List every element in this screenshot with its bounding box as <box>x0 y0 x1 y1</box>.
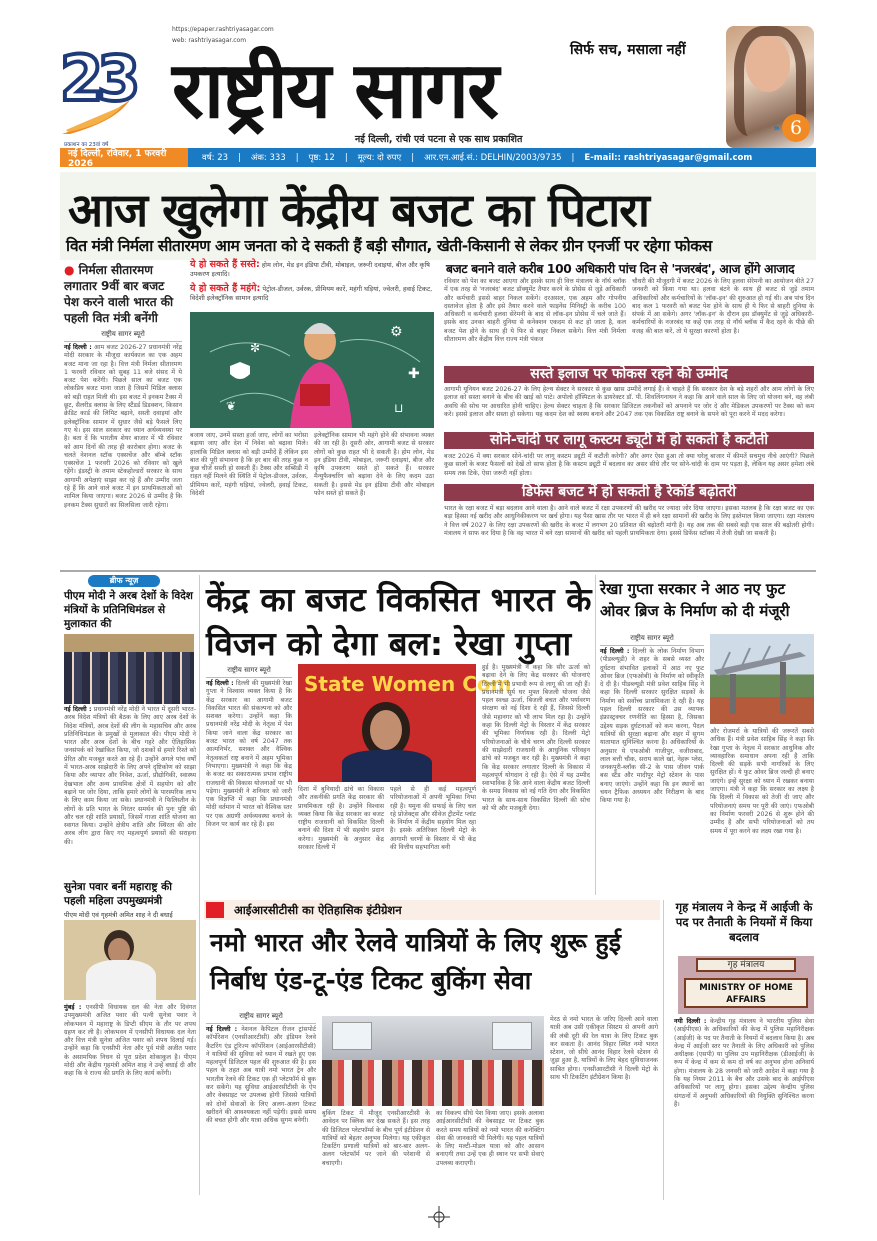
anniversary-number: 23 <box>60 42 135 115</box>
brief2-body-text: एनसीपी विधायक दल की नेता और दिवंगत उपमुख्यमंत्री अजित पवार की पत्नी सुनेत्रा पवार ने लोकभवन में महाराष्ट्र के डिप्टी सीएम के तौर पर शपथ ग्रहण कर ली है। लोकभवन में एनसीपी विधायक दल नेता और वित्त मंत्री सुनेत्रा अजित पवार को शपथ दिलाई गई। उन्होंने कहा कि एनसीपी नेता और पूर्व मंत्री अजीत पवार के असामयिक निधन से पूरा प्रदेश शोकाकुल है। पीएम मोदी और केंद्रीय गृहमंत्री अमित शाह ने उन्हें बधाई दी और कहा कि वे राज्य की प्रगति के लिए कार्य करेंगी। <box>64 1004 196 1078</box>
lead-body <box>64 344 182 568</box>
sign-english: MINISTRY OF HOME AFFAIRS <box>684 978 808 1008</box>
promo-photo[interactable] <box>726 26 814 148</box>
band-health: सस्ते इलाज पर फोकस रहने की उम्मीद <box>444 366 814 383</box>
illustration-svg <box>190 312 434 428</box>
mha-photo <box>678 956 814 1014</box>
bullet-icon: ● <box>64 263 75 277</box>
band-gold: सोने-चांदी पर लागू कस्टम ड्यूटी में हो सकती है कटौती <box>444 432 814 449</box>
budget-briefcase-icon <box>300 384 330 406</box>
irctc-headline: नमो भारत और रेलवे यात्रियों के लिए शुरू हुई निर्बाध एंड-टू-एंड टिकट बुकिंग सेवा <box>210 928 621 995</box>
train-photo <box>322 1016 544 1106</box>
flame-icon <box>60 100 140 136</box>
meta-email[interactable]: E-mail:: rashtriyasagar@gmail.com <box>584 152 753 163</box>
train-window <box>332 1022 372 1050</box>
rekha-headline: केंद्र का बजट विकसित भारत के विजन को देगा बल: रेखा गुप्ता <box>206 580 592 663</box>
costlier-list <box>190 284 434 303</box>
irctc-kicker: आईआरसीटीसी का ऐतिहासिक इंटीग्रेशन <box>234 903 402 917</box>
brief-body-text: प्रधानमंत्री नरेंद्र मोदी ने भारत में दूसरी भारत-अरब विदेश मंत्रियों की बैठक के लिए आए अरब देशों के विदेश मंत्रियों, अरब देशों की लीग के महासचिव और अरब प्रतिनिधिमंडल के प्रमुखों से मुलाकात की। पीएम मोदी ने भारत और अरब देशों के बीच गहरे और ऐतिहासिक जनसंपर्क को रेखांकित किया, जो दशकों से हमारे रिश्ते को प्रेरित और मजबूत करते आ रहे हैं। उन्होंने अगले पांच वर्षों में भारत-अरब साझेदारी के लिए अपने दृष्टिकोण को साझा किया और व्यापार और निवेश, ऊर्जा, प्रौद्योगिकी, स्वास्थ्य देखभाल और अन्य प्राथमिक क्षेत्रों में सहयोग को और बढ़ाने पर जोर दिया, ताकि हमारे लोगों के पारस्परिक लाभ के लिए काम किया जा सके। प्रधानमंत्री ने फिलिस्तीन के लोगों के प्रति भारत के निरंतर समर्थन की पुनः पुष्टि की और चल रही शांति प्रयासों, जिसमें गाजा शांति योजना का स्वागत किया। उन्होंने क्षेत्रीय शांति और स्थिरता की ओर अरब लीग द्वारा किए गए महत्वपूर्ण प्रयासों की सराहना की। <box>64 706 196 846</box>
costlier-items: पेट्रोल-डीजल, उर्वरक, प्रीमियम कारें, महंगी घड़ियां, ज्वेलरी, हवाई टिकट, विदेशी इलेक्ट्रॉनिक सामान इत्यादि <box>190 285 433 302</box>
brief2-body <box>64 1004 196 1200</box>
shield-icon <box>230 362 250 379</box>
web-url[interactable]: web: rashtriyasagar.com <box>172 37 247 44</box>
brief-news-label: ब्रीफ न्यूज़ <box>88 575 160 587</box>
lead-col2: बजाय जाए, उनमें सस्ता हर्जा जाए, लोगों का भरोसा बढ़ाया जाए और देश में निवेश को बढ़ावा मिले। हालांकि मिडिल क्लास को बड़ी उम्मीदें हैं लेकिन इस बात की पूरी संभावना है कि हर बार की तरह कुछ न कुछ चीजें सस्ती हो सकती हैं। टैक्स और सब्सिडी में राहत नहीं मिलने की स्थिति में पेट्रोल-डीजल, उर्वरक, प्रीमियम कारें, महंगी घड़ियां, ज्वेलरी, हवाई टिकट, विदेशी <box>190 432 308 498</box>
meta-rni: आर.एन.आई.सं.: DELHIN/2003/9735 <box>424 153 562 163</box>
brief2-dateline: मुंबई : <box>64 1004 82 1011</box>
registration-mark-icon <box>428 1206 450 1228</box>
band-gold-body: बजट 2026 में क्या सरकार सोने-चांदी पर लागू कस्टम ड्यूटी में कटौती करेगी? और अगर ऐसा हुआ तो क्या घरेलू बाजार में कीमतें सचमुच नीचे आएंगी? पिछले कुछ सालों के बजट फैसलों को देखें तो साफ होता है कि कस्टम ड्यूटी में बदलाव का असर सीधे तौर पर सोने-चांदी के दाम पर पड़ता है, लेकिन यह असर हमेशा लंबे समय तक टिके, ऐसा जरूरी नहीं होता। <box>444 453 814 477</box>
fob-col1 <box>600 648 704 892</box>
fob-headline: रेखा गुप्ता सरकार ने आठ नए फुट ओवर ब्रिज के निर्माण को दी मंजूरी <box>600 580 790 620</box>
brief2-headline: सुनेत्रा पवार बनीं महाराष्ट्र की पहली महिला उपमुख्यमंत्री <box>64 881 172 907</box>
lead-col3: इलेक्ट्रॉनिक सामान भी महंगे होने की संभावना व्यक्त की जा रही है। दूसरी ओर, आगामी बजट से सरकार लोगों को कुछ राहत भी दे सकती है। होम लोन, मेड इन इंडिया टीवी, मोबाइल, जरूरी दवाइयां, बीज और कृषि उपकरण सस्ते हो सकते हैं। सरकार मैन्युफैक्चरिंग को बढ़ावा देने के लिए कदम उठा सकती है। इससे मेड इन इंडिया टीवी और मोबाइल फोन सस्ते हो सकते हैं। <box>314 432 434 498</box>
passengers <box>322 1060 544 1106</box>
footbridge-icon <box>710 634 814 724</box>
column-rule <box>595 575 596 895</box>
gear-icon: ⚙ <box>390 324 403 340</box>
newspaper-title: राष्ट्रीय सागर <box>172 45 497 136</box>
rekha-dateline: नई दिल्ली : <box>206 680 234 687</box>
brief2-kicker: पीएम मोदी एवं गृहमंत्री अमित शाह ने दी बधाई <box>64 911 173 919</box>
plant-icon: ❦ <box>226 399 237 413</box>
brief-headline: पीएम मोदी ने अरब देशों के विदेश मंत्रियों के प्रतिनिधिमंडल से मुलाकात की <box>64 590 193 630</box>
group-photo <box>64 652 194 704</box>
meta-price: मूल्य: दो रुपए <box>357 153 402 163</box>
mha-body-text: केन्द्रीय गृह मंत्रालय ने भारतीय पुलिस सेवा (आईपीएस) के अधिकारियों की केन्द्र में पुलिस महानिरीक्षक (आईजी) के पद पर तैनाती के नियमों में बदलाव किया है। अब केन्द्र में आईजी स्तर पर तैनाती के लिए अधिकारी को पुलिस अधीक्षक (एसपी) या पुलिस उप महानिरीक्षक (डीआईजी) के रूप में केन्द्र में कम से कम दो वर्ष का अनुभव होना अनिवार्य होगा। मंत्रालय के 28 जनवरी को जारी आदेश में कहा गया है कि यह नियम 2011 के बैच और उसके बाद के आईपीएस अधिकारियों पर लागू होगा। इसका उद्देश्य केन्द्रीय पुलिस संगठनों में अनुभवी अधिकारियों की नियुक्ति सुनिश्चित करना है। <box>674 1018 814 1108</box>
band-defence: डिफेंस बजट में हो सकती है रेकॉर्ड बढ़ोतरी <box>444 484 814 501</box>
meta-bar: वर्ष: 23 | अंक: 333 | पृष्ठ: 12 | मूल्य: दो रुपए | आर.एन.आई.सं.: DELHIN/2003/9735 | E-mail:: rashtriyasagar@gmail.com <box>188 148 816 167</box>
photo-outfit <box>342 750 432 782</box>
fob-col2: और रोजमर्रा के यात्रियों की जरूरतें सबसे अधिक हैं। मंत्री प्रवेश साहिब सिंह ने कहा कि रेखा गुप्ता के नेतृत्व में सरकार आधुनिक और व्यावहारिक समाधान अपना रही है ताकि दिल्ली की सड़कें सभी नागरिकों के लिए सुरक्षित हों। ये फुट ओवर ब्रिज जल्दी ही बनाए जाएंगे। इन्हें सुरक्षा को ध्यान में रखकर बनाया जाएगा। मंत्री ने कहा कि सरकार का लक्ष्य है कि दिल्ली में विकास को तेजी दी जाए और परियोजनाएं समय पर पूरी की जाएं। एफओबी का निर्माण फरवरी 2026 से शुरू होने की उम्मीद है और सभी परियोजनाओं को तय समय में पूरा करने का लक्ष्य रखा गया है। <box>710 728 814 835</box>
mha-body <box>674 1018 814 1200</box>
wheat-icon: ✼ <box>250 341 261 355</box>
rekha-col1 <box>206 680 292 892</box>
date-bar: नई दिल्ली, रविवार, 1 फरवरी 2026 <box>60 148 188 167</box>
irctc-col1 <box>206 1026 316 1200</box>
red-square-icon <box>206 902 224 918</box>
band-health-body: आगामी यूनियन बजट 2026-27 के लिए हेल्थ सेक्टर ने सरकार से कुछ खास उम्मीदें लगाई हैं। वे चाहते हैं कि सरकार देश के बड़े शहरों और आम लोगों के लिए इलाज को सस्ता बनाने के बीच की खाई को पाटे। अपोलो हॉस्पिटल के डायरेक्टर डॉ. पी. शिवलिंगनाथन ने कहा कि आने वाले साल के लिए जो योजना बने, वह लंबी अवधि की सोच पर आधारित होनी चाहिए। हेल्थ सेक्टर चाहता है कि सरकार डिजिटल तकनीकों को अपनाने पर जोर दे और मेडिकल उपकरणों पर टैक्स को कम करे। इससे इलाज और सस्ता हो सकेगा। यह कदम देश को स्वस्थ बनाने और 2047 तक एक विकसित राष्ट्र बनाने के सपने को पूरा करने में मदद करेगा। <box>444 386 814 418</box>
irctc-col3: का विकल्प सीधे पेश किया जाए। इसके अलावा आईआरसीटीसी की वेबसाइट पर टिकट बुक करते समय यात्रियों को नमो भारत की कनेक्टिंग सेवा की जानकारी भी मिलेगी। यह पहल यात्रियों के लिए मल्टी-मोडल यात्रा को और आसान बनाएगी तथा उन्हें एक ही स्थान पर सभी सेवाएं उपलब्ध कराएगी। <box>436 1110 544 1167</box>
brief2-photo <box>64 920 196 1000</box>
photo-shawl <box>86 960 156 1000</box>
column-rule <box>663 900 664 1200</box>
lead-highlight-text: निर्मला सीतारमण लगातार 9वीं बार बजट पेश करने वाली भारत की पहली वित मंत्री बनेंगी <box>64 263 174 325</box>
rekha-col4: हुई है। मुख्यमंत्री ने कहा कि सौर ऊर्जा को बढ़ावा देने के लिए केंद्र सरकार की योजनाएं दिल्ली में भी प्रभावी रूप से लागू की जा रही हैं। प्रधानमंत्री सूर्य घर मुफ्त बिजली योजना जैसे पहल स्वच्छ ऊर्जा, बिजली बचत और पर्यावरण संरक्षण को नई दिशा दे रही हैं, जिससे दिल्ली जैसे महानगर को भी लाभ मिल रहा है। उन्होंने कहा कि दिल्ली मेट्रो के विस्तार में केंद्र सरकार की भूमिका निर्णायक रही है। दिल्ली मेट्रो परियोजनाओं के चौथे चरण और दिल्ली सरकार की साझेदारी राजधानी के आधुनिक परिवहन ढांचे को मजबूत कर रही है। मुख्यमंत्री ने कहा कि केंद्र सरकार लगातार दिल्ली के विकास में महत्वपूर्ण योगदान दे रही है। ऐसे में यह उम्मीद स्वाभाविक है कि आने वाला केंद्रीय बजट दिल्ली के समग्र विकास को नई गति देगा और विकसित भारत के साथ-साथ विकसित दिल्ली की सोच को भी और मजबूती देगा। <box>482 664 590 813</box>
lead-body-text: आम बजट 2026-27 प्रधानमंत्री नरेंद्र मोदी सरकार के मौजूदा कार्यकाल का एक अहम बजट माना जा रहा है। वित्त मंत्री निर्मला सीतारमण 1 फरवरी रविवार को सुबह 11 बजे संसद में ये बजट पेश करेंगी। पिछले साल का बजट एक लोकप्रिय बजट माना जाता है जिसमें मिडिल क्लास को बड़ी राहत मिली थी। इस बजट में इनकम टैक्स में छूट, सैलरीड क्लास के लिए स्टैंडर्ड डिडक्शन, किसान क्रेडिट कार्ड की लिमिट बढ़ाने, सस्ती दवाइयां और इलेक्ट्रॉनिक सामान में सुधार जैसे बड़े फैसले लिए गए थे। इस साल सरकार का ध्यान अर्थव्यवस्था पर है। बता दें कि भारतीय शेयर बाजार में भी रविवार को आम दिनों की तरह ही कारोबार होगा। बजट के चलते नेशनल स्टॉक एक्सचेंज और बॉम्बे स्टॉक एक्सचेंज 1 फरवरी 2026 को रविवार को खुले रहेंगे। इंडस्ट्री के तमाम स्टेकहोल्डरों सरकार के साथ आगामी अपेक्षाएं साझा कर रहे हैं और उम्मीद जता रहे हैं कि आने वाले बजट में इन प्राथमिकताओं को शामिल किया जाएगा। बजट 2026 से उम्मीद है कि इनकम टैक्स सुधारों का सिलसिला जारी रहेगा। <box>64 344 182 509</box>
rekha-col3: पहले से ही कई महत्वपूर्ण परियोजनाओं में अपनी भूमिका निभा रही है। यमुना की सफाई के लिए चल रहे प्रोजेक्ट्स और सीवेज ट्रीटमेंट प्लांट के निर्माण में केंद्रीय सहयोग मिल रहा है। इसके अतिरिक्त दिल्ली मेट्रो के आगामी चरणों के विस्तार में भी केंद्र की वित्तीय सहभागिता बनी <box>390 786 476 852</box>
lead-highlight <box>64 262 182 326</box>
cheaper-list <box>190 260 434 279</box>
rekha-col2: दिशा में बुनियादी ढांचे का विकास और तकनीकी प्रगति केंद्र सरकार की प्राथमिकता रही है। उन्होंने विश्वास व्यक्त किया कि केंद्र सरकार का बजट राष्ट्रीय राजधानी को विकसित दिल्ली बनाने की दिशा में भी सहयोग प्रदान करेगा। मुख्यमंत्री के अनुसार केंद्र सरकार दिल्ली में <box>298 786 384 852</box>
irctc-col4: मेरठ से नमो भारत के जरिए दिल्ली आने वाला यात्री अब उसी एकीकृत सिस्टम से अपनी आगे की लंबी दूरी की रेल यात्रा के लिए टिकट बुक कर सकता है। आनंद विहार स्थित नमो भारत स्टेशन, जो सीधे आनंद विहार रेलवे स्टेशन से जुड़ा हुआ है, यात्रियों के लिए बेहद सुविधाजनक साबित होगा। एनसीआरटीसी ने दिल्ली मेट्रो के साथ भी टिकटिंग इंटीग्रेशन किया है। <box>550 1016 658 1082</box>
cheaper-items: होम लोन, मेड इन इंडिया टीवी, मोबाइल, जरूरी दवाइयां, बीज और कृषि उपकरण इत्यादि। <box>190 261 430 278</box>
lead-subhead: वित मंत्री निर्मला सीतारमण आम जनता को दे सकती हैं बड़ी सौगात, खेती-किसानी से लेकर ग्रीन एनर्जी पर रहेगा फोकस <box>66 237 712 255</box>
section-divider <box>60 570 816 572</box>
rekha-byline: राष्ट्रीय सागर ब्यूरो <box>206 666 292 678</box>
budget-illustration <box>190 312 434 428</box>
train-window <box>492 1022 532 1050</box>
brief-body <box>64 706 196 874</box>
lead-headline: आज खुलेगा केंद्रीय बजट का पिटारा <box>68 183 649 237</box>
irctc-kicker-bar <box>204 900 660 920</box>
mha-headline: गृह मंत्रालय ने केन्द्र में आईजी के पद पर तैनाती के नियमों में किया बदलाव <box>675 900 813 944</box>
irctc-col2: बुकिंग टिकट में मौजूद एनसीआरटीसी के आवेदन पर क्लिक कर देख सकते हैं। इस तरह की डिजिटल प्लेटफॉर्म्स के बीच पूर्ण इंटीग्रेशन से यात्रियों को बेहतर अनुभव मिलेगा। यह एकीकृत टिकटिंग प्रणाली यात्रियों को बार-बार अलग-अलग प्लेटफॉर्म पर जाने की परेशानी से बचाएगी। <box>322 1110 430 1167</box>
fob-photo <box>710 634 814 724</box>
anniversary-logo <box>60 42 170 148</box>
editions-line: नई दिल्ली, रांची एवं पटना से एक साथ प्रकाशित <box>355 134 523 145</box>
side-headline: बजट बनाने वाले करीब 100 अधिकारी पांच दिन से 'नजरबंद', आज होंगे आजाद <box>446 262 795 276</box>
epaper-url[interactable]: https://epaper.rashtriyasagar.com <box>172 26 274 33</box>
rekha-photo <box>298 664 512 782</box>
brief-dateline: नई दिल्ली : <box>64 706 92 713</box>
promo-page-number: 6 <box>782 114 810 142</box>
irctc-byline: राष्ट्रीय सागर ब्यूरो <box>206 1012 316 1024</box>
rekha-col1-text: दिल्ली की मुख्यमंत्री रेखा गुप्ता ने विश्वास व्यक्त किया है कि केंद्र सरकार का आगामी बजट विकसित भारत की संकल्पना को और सशक्त करेगा। उन्होंने कहा कि प्रधानमंत्री नरेंद्र मोदी के नेतृत्व में पेश किया जाने वाला केंद्र सरकार का बजट भारत को वर्ष 2047 तक आत्मनिर्भर, सशक्त और वैश्विक नेतृत्वकर्ता राष्ट्र बनाने में अहम भूमिका निभाएगा। मुख्यमंत्री ने कहा कि केंद्र के बजट का सकारात्मक प्रभाव राष्ट्रीय राजधानी की विकास योजनाओं पर भी पड़ेगा। मुख्यमंत्री ने शनिवार को जारी एक विज्ञप्ति में कहा कि प्रधानमंत्री मोदी वर्तमान में भारत को वैश्विक स्तर पर एक अग्रणी अर्थव्यवस्था बनाने के विजन पर कार्य कर रहे हैं। इस <box>206 680 292 829</box>
meta-year: वर्ष: 23 <box>202 153 229 163</box>
fob-byline: राष्ट्रीय सागर ब्यूरो <box>600 634 704 646</box>
irctc-col1-text: नेशनल कैपिटल रीजन ट्रांसपोर्ट कॉर्पोरेशन (एनसीआरटीसी) और इंडियन रेलवे कैटरिंग एंड टूरिज्म कॉर्पोरेशन (आईआरसीटीसी) ने यात्रियों की सुविधा को ध्यान में रखते हुए एक महत्वपूर्ण डिजिटल पहल की शुरुआत की है। इस पहल के तहत अब यात्री नमो भारत ट्रेन और भारतीय रेलवे की टिकट एक ही प्लेटफॉर्म से बुक कर सकेंगे। यह सुविधा आईआरसीटीसी के ऐप और वेबसाइट पर उपलब्ध होगी जिससे यात्रियों को दोनों सेवाओं के लिए अलग-अलग टिकट खरीदने की आवश्यकता नहीं पड़ेगी। इससे समय की बचत होगी और यात्रा अधिक सुगम बनेगी। <box>206 1026 316 1125</box>
sign-hindi: गृह मंत्रालय <box>696 958 796 972</box>
anniversary-text: प्रकाशन का 23वां वर्ष <box>64 142 109 148</box>
side-col1: रविवार को पेश का बजट आएगा और इसके साथ ही वित्त मंत्रालय के नॉर्थ ब्लॉक में एक तरह से 'नजरबंद' बजट डॉक्यूमेंट तैयार करने के प्रोसेस से जुड़े अधिकारी और कर्मचारी इससे बाहर निकल सकेंगे। दरअसल, एक अहम और गोपनीय दस्तावेज होता है और इसे तैयार करने वाले फाइनेंस मिनिस्ट्री के करीब 100 अधिकारी व कर्मचारी हलवा सेरेमनी के बाद से लॉक-इन प्रोसेस में चले जाते हैं। इसके बाद उनका बाहरी दुनिया से कनेक्शन एकदम से कट हो जाता है, कल बजट पेश होने के साथ ही ये फिर से बाहर निकल सकेंगे। वित्त मंत्री निर्मला सीतारमण और केंद्रीय वित्त राज्य मंत्री पंकज <box>444 278 626 344</box>
costlier-label: ये हो सकते हैं महंगे: <box>190 283 261 294</box>
medical-cross-icon: ✚ <box>408 366 420 382</box>
meta-issue: अंक: 333 <box>250 153 286 163</box>
photo-banner-text: State Women Com <box>304 672 512 696</box>
arrow-icon: » <box>773 123 780 134</box>
brief-photo <box>64 634 194 704</box>
cheaper-label: ये हो सकते हैं सस्ते: <box>190 259 260 270</box>
photo-face <box>370 710 402 750</box>
slogan: सिर्फ सच, मसाला नहीं <box>570 42 686 58</box>
mha-dateline: नयी दिल्ली : <box>674 1018 707 1025</box>
irctc-dateline: नई दिल्ली : <box>206 1026 238 1033</box>
side-col2: चौधरी की मौजूदगी में बजट 2026 के लिए हलवा सेरेमनी का आयोजन बीते 27 जनवरी को किया गया था। हलवा बंटने के साथ ही बजट से जुड़े तमाम अधिकारियों और कर्मचारियों के 'लॉक-इन' की शुरुआत हो गई थी। अब पांच दिन बाद कल 1 फरवरी को बजट पेश होने के साथ ही ये फिर से बाहरी दुनिया के संपर्क में आ सकेंगे। अगर 'लॉक-इन' के दौरान इस डॉक्युमेंट से जुड़े अधिकारी-कर्मचारियों के नजरबंद या कहें एक तरह से नॉर्थ ब्लॉक में कैद रहने के पीछे की वजह की बात करें, तो ये सुरक्षा कारणों होता है। <box>632 278 814 335</box>
meta-pages: पृष्ठ: 12 <box>308 153 335 163</box>
fob-dateline: नई दिल्ली : <box>600 648 630 655</box>
basket-icon: ⊔ <box>394 401 404 415</box>
band-defence-body: भारत के रक्षा बजट में बड़ा बदलाव आने वाला है। आने वाले बजट में रक्षा उपकरणों की खरीद पर ज्यादा जोर दिया जाएगा। इसका मतलब है कि रक्षा बजट का एक बड़ा हिस्सा नई खरीद और आधुनिकीकरण पर खर्च होगा। यह पैसा खास तौर पर भारत में ही बने रक्षा सामानों की खरीद के लिए इस्तेमाल किया जाएगा। रक्षा मंत्रालय ने वित्त वर्ष 2027 के लिए रक्षा उपकरणों की खरीद के बजट में लगभग 20 प्रतिशत की बढ़ोतरी मांगी है। यह अब तक की सबसे बड़ी एक साल की बढ़ोतरी होगी। मंत्रालय ने साफ कर दिया है कि वह भारत में बने रक्षा सामानों की खरीद को पहली प्राथमिकता देगा। इससे डिफेंस स्टॉक्स में तेजी देखी जा सकती है। <box>444 505 814 537</box>
lead-dateline: नई दिल्ली : <box>64 344 92 351</box>
lead-byline: राष्ट्रीय सागर ब्यूरो <box>64 330 182 342</box>
fob-col1-text: दिल्ली के लोक निर्माण विभाग (पीडब्ल्यूडी) ने शहर के सबसे व्यस्त और दुर्घटना संभावित इलाकों में आठ नए फुट ओवर ब्रिज (एफओबी) के निर्माण को स्वीकृति दे दी है। पीडब्ल्यूडी मंत्री प्रवेश साहिब सिंह ने कहा कि दिल्ली सरकार सुरक्षित सड़कों के निर्माण को सर्वोच्च प्राथमिकता दे रही है। यह पहल दिल्ली सरकार की उस व्यापक इंफ्रास्ट्रक्चर रणनीति का हिस्सा है, जिसका उद्देश्य सड़क दुर्घटनाओं को कम करना, पैदल यात्रियों की सुरक्षा बढ़ाना और शहर में सुगम यातायात सुनिश्चित करना है। अधिकारियों के अनुसार ये एफओबी गाजीपुर, वजीराबाद, लाल बत्ती चौक, सराय काले खां, नेहरू प्लेस, जनकपुरी-ब्लॉक सी-2 के पास जीवन पार्क बस स्टैंड और मादीपुर मेट्रो स्टेशन के पास बनाए जाएंगे। उन्होंने कहा कि इन स्थानों का चयन ट्रैफिक अध्ययन और निरीक्षण के बाद किया गया है। <box>600 648 704 805</box>
column-rule <box>199 575 200 1195</box>
